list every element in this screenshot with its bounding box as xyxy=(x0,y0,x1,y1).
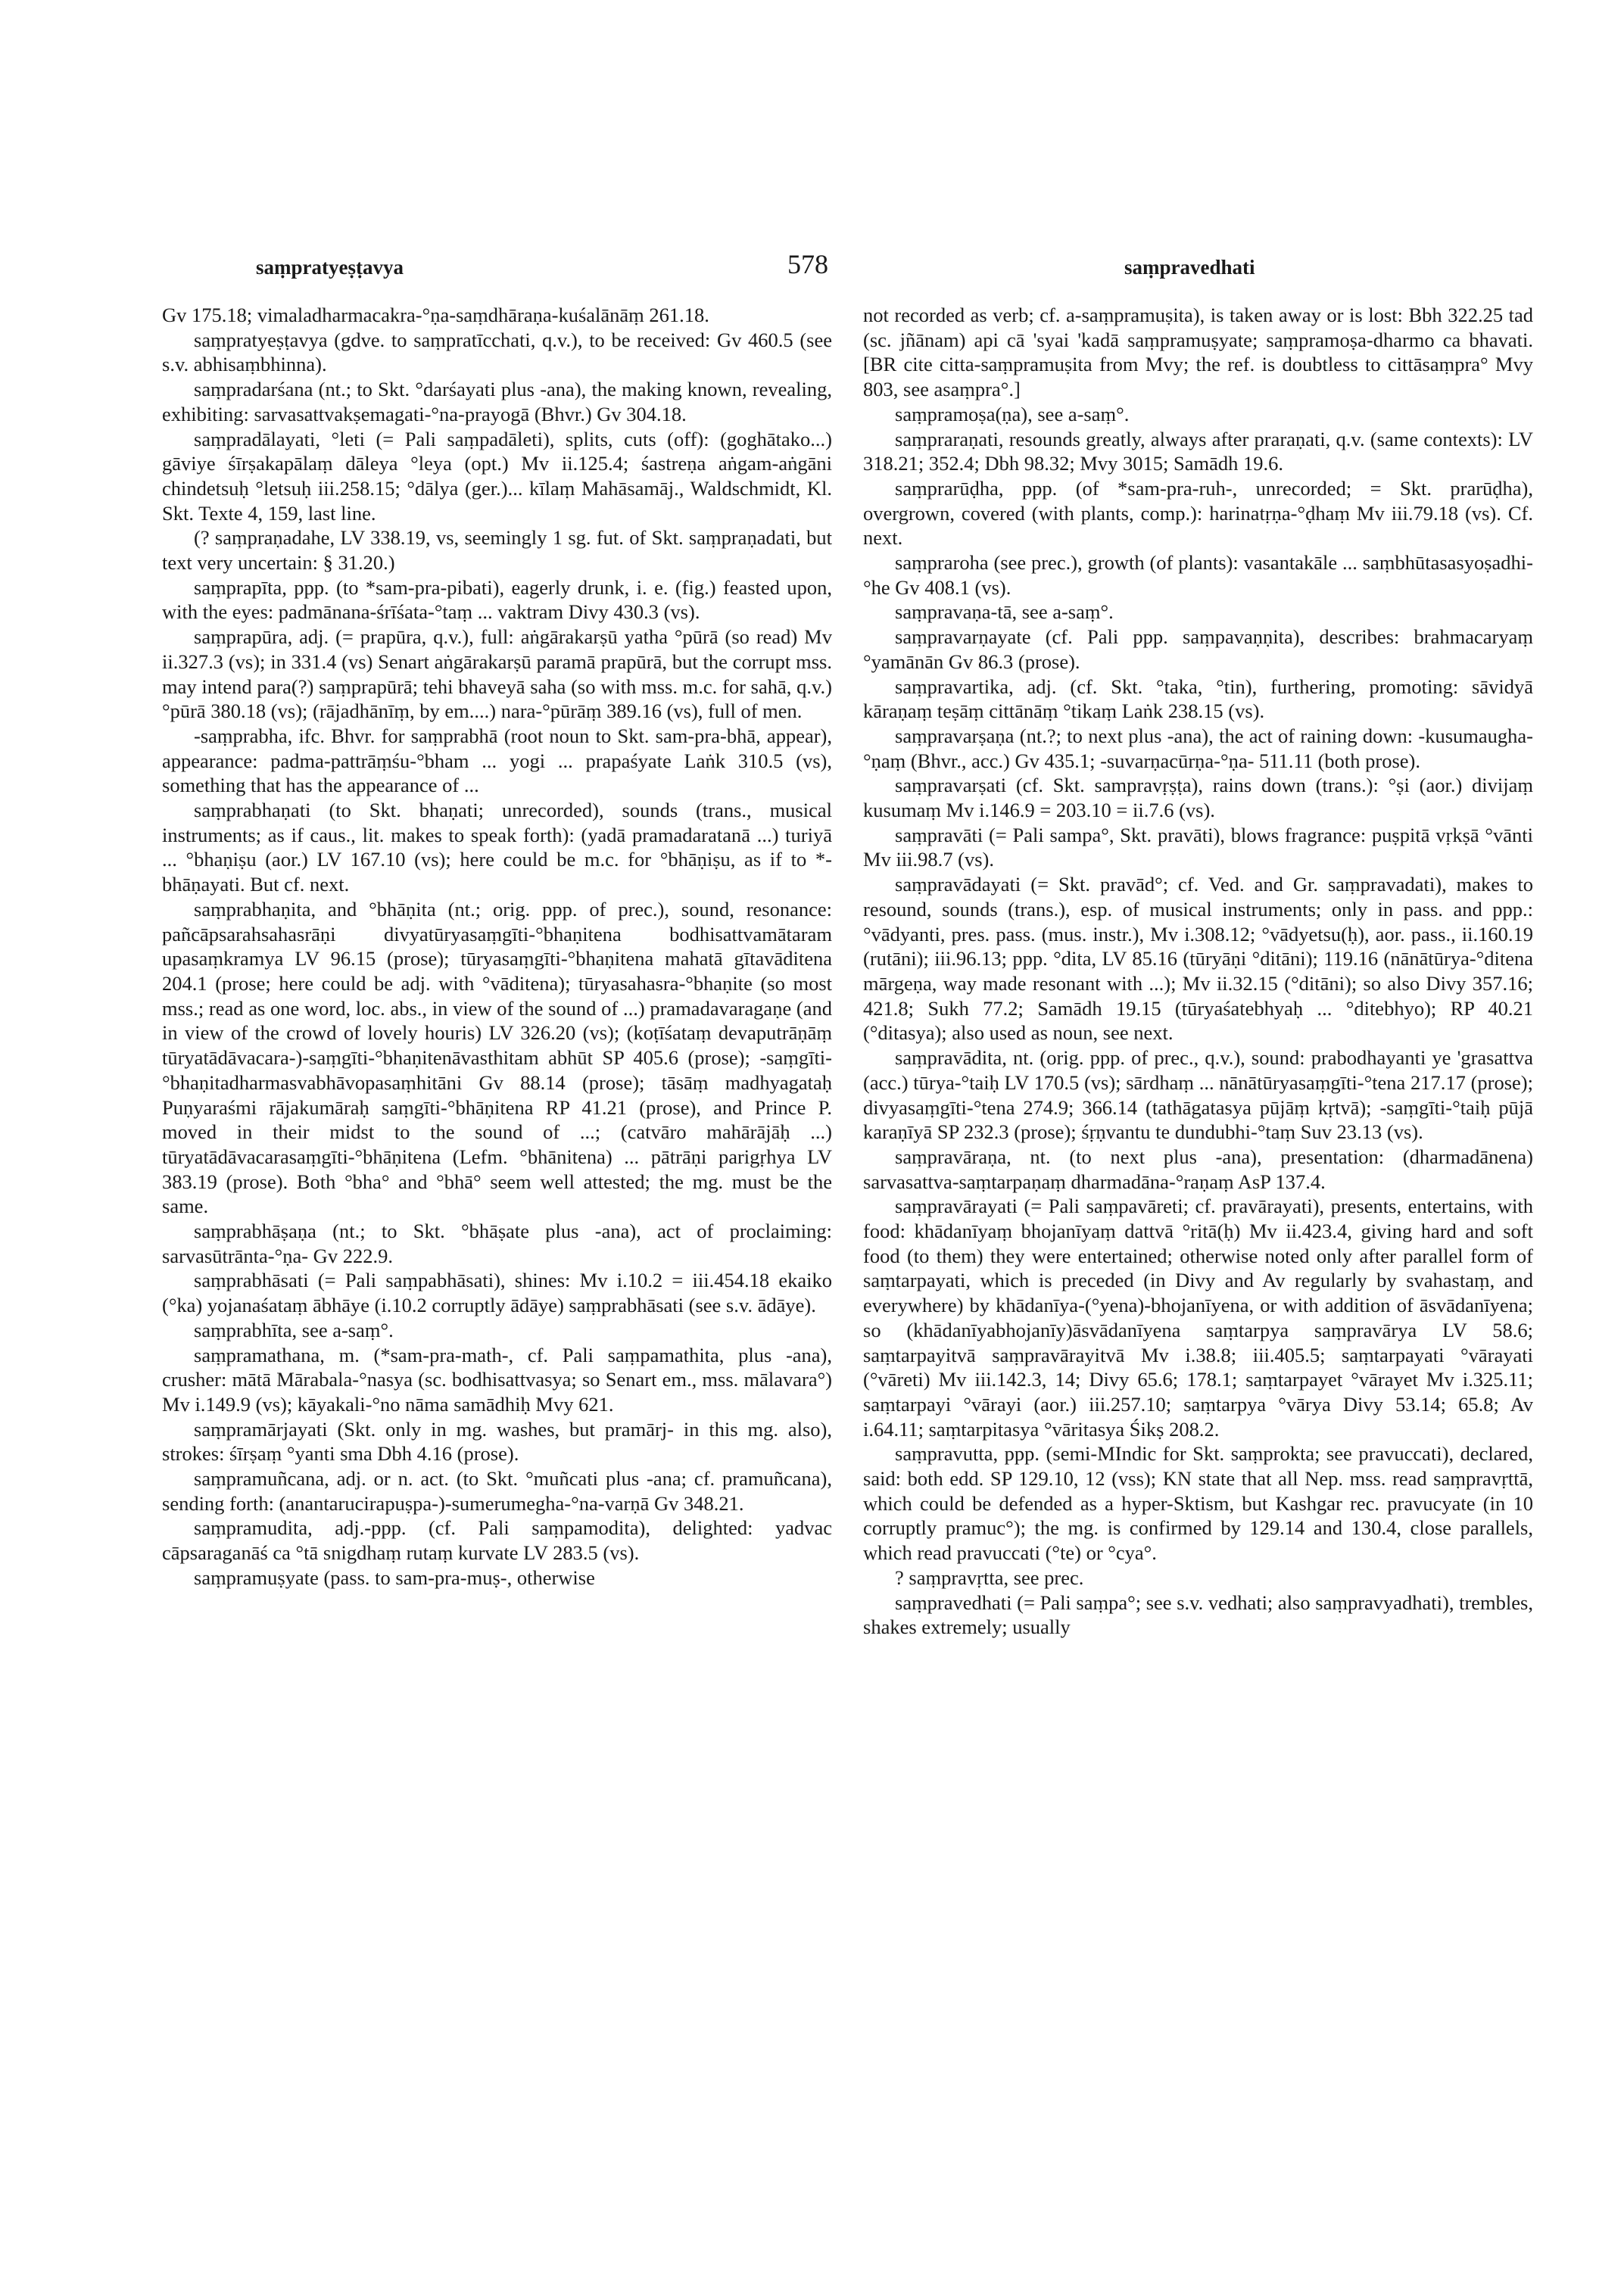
dictionary-entry: saṃpradarśana (nt.; to Skt. °darśayati plus -ana), the making known, revealing, exhibiting: sarvasattvakṣemagati-°na-prayogā (Bhvr.) Gv 304.18. xyxy=(162,378,832,425)
dictionary-entry: not recorded as verb; cf. a-saṃpramuṣita), is taken away or is lost: Bbh 322.25 tad (sc. jñānam) api cā 'syai 'kadā saṃpramuṣyate; saṃpramoṣa-dharmo ca bhavati. [BR cite citta-saṃpramuṣita from Mvy; the ref. is doubtless to cittāsaṃpra° Mvy 803, see asaṃpra°.] xyxy=(863,304,1533,401)
dictionary-entry: saṃpravārayati (= Pali saṃpavāreti; cf. pravārayati), presents, entertains, with food: khādanīyaṃ bhojanīyaṃ dattvā °ritā(ḥ) Mv ii.423.4, giving hard and soft food (to them) they were entertained; otherwise noted only after parallel form of saṃtarpayati, which is preceded (in Divy and Av regularly by svahastaṃ, and everywhere) by khādanīya-(°yena)-bhojanīyena, or with addition of āsvādanīyena; so (khādanīyabhojanīy)āsvādanīyena saṃtarpya saṃpravārya LV 58.6; saṃtarpayitvā saṃpravārayitvā Mv i.38.8; iii.405.5; saṃtarpayati °vārayati (°vāreti) Mv iii.142.3, 14; Divy 65.6; 178.1; saṃtarpayet °vārayet Mv i.325.11; saṃtarpayi °vārayi (aor.) iii.257.10; saṃtarpya °vārya Divy 53.14; 65.8; Av i.64.11; saṃtarpitasya °vāritasya Śikṣ 208.2. xyxy=(863,1195,1533,1441)
dictionary-entry: saṃpravāti (= Pali sampa°, Skt. pravāti), blows fragrance: puṣpitā vṛkṣā °vānti Mv iii.98.7 (vs). xyxy=(863,823,1533,871)
dictionary-entry: saṃpraroha (see prec.), growth (of plants): vasantakāle ... saṃbhūtasasyoṣadhi-°he Gv 408.1 (vs). xyxy=(863,551,1533,599)
running-head-right: saṃpravedhati xyxy=(1124,256,1255,279)
dictionary-entry: saṃpraraṇati, resounds greatly, always after praraṇati, q.v. (same contexts): LV 318.21; 352.4; Dbh 98.32; Mvy 3015; Samādh 19.6. xyxy=(863,427,1533,475)
dictionary-entry: saṃpravartika, adj. (cf. Skt. °taka, °tin), furthering, promoting: sāvidyā kāraṇaṃ teṣāṃ cittānāṃ °tikaṃ Laṅk 238.15 (vs). xyxy=(863,675,1533,723)
dictionary-entry: saṃprarūḍha, ppp. (of *sam-pra-ruh-, unrecorded; = Skt. prarūḍha), overgrown, covered (with plants, comp.): harinatṛṇa-°ḍhaṃ Mv iii.79.18 (vs). Cf. next. xyxy=(863,476,1533,550)
left-column xyxy=(162,303,832,2226)
dictionary-entry: saṃpramathana, m. (*sam-pra-math-, cf. Pali saṃpamathita, plus -ana), crusher: mātā Mārabala-°nasya (sc. bodhisattvasya; so Senart em., mss. mālavara°) Mv i.149.9 (vs); kāyakali-°no nāma samādhiḥ Mvy 621. xyxy=(162,1343,832,1416)
dictionary-entry: ? saṃpravṛtta, see prec. xyxy=(895,1566,1084,1589)
dictionary-entry: saṃpravutta, ppp. (semi-MIndic for Skt. saṃprokta; see pravuccati), declared, said: both edd. SP 129.10, 12 (vss); KN state that all Nep. mss. read saṃpravṛttā, which could be defended as a hyper-Sktism, but Kashgar rec. pravucyate (in 10 corruptly pramuc°); the mg. is confirmed by 129.14 and 130.4, close parallels, which read pravuccati (°te) or °cya°. xyxy=(863,1442,1533,1565)
dictionary-entry: saṃpramudita, adj.-ppp. (cf. Pali saṃpamodita), delighted: yadvac cāpsaraganāś ca °tā snigdhaṃ rutaṃ kurvate LV 283.5 (vs). xyxy=(162,1516,832,1565)
dictionary-entry: saṃprabhāṣaṇa (nt.; to Skt. °bhāṣate plus -ana), act of proclaiming: sarvasūtrānta-°ṇa- Gv 222.9. xyxy=(162,1220,832,1267)
dictionary-entry: saṃpramuñcana, adj. or n. act. (to Skt. °muñcati plus -ana; cf. pramuñcana), sending forth: (anantarucirapuṣpa-)-sumerumegha-°na-varṇā Gv 348.21. xyxy=(162,1467,832,1515)
page-number: 578 xyxy=(787,249,828,279)
dictionary-entry: saṃpramuṣyate (pass. to sam-pra-muṣ-, otherwise xyxy=(194,1566,595,1589)
dictionary-entry: saṃpravedhati (= Pali saṃpa°; see s.v. vedhati; also saṃpravyadhati), trembles, shakes extremely; usually xyxy=(863,1590,1533,1639)
dictionary-entry: saṃpramārjayati (Skt. only in mg. washes, but pramārj- in this mg. also), strokes: śīrṣaṃ °yanti sma Dbh 4.16 (prose). xyxy=(162,1417,832,1466)
dictionary-entry: saṃpradālayati, °leti (= Pali saṃpadāleti), splits, cuts (off): (goghātako...) gāviye śīrṣakapālaṃ dāleya °leya (opt.) Mv ii.125.4; śastreṇa aṅgam-aṅgāni chindetsuḥ °letsuḥ iii.258.15; °dālya (ger.)... kīlaṃ Mahāsamāj., Waldschmidt, Kl. Skt. Texte 4, 159, last line. xyxy=(162,427,832,525)
dictionary-entry: saṃprabhāsati (= Pali saṃpabhāsati), shines: Mv i.10.2 = iii.454.18 ekaiko (°ka) yojanaśataṃ ābhāye (i.10.2 corruptly ādāye) saṃprabhāsati (see s.v. ādāye). xyxy=(162,1269,832,1317)
dictionary-entry: saṃprapīta, ppp. (to *sam-pra-pibati), eagerly drunk, i. e. (fig.) feasted upon, with the eyes: padmānana-śrīśata-°taṃ ... vaktram Divy 430.3 (vs). xyxy=(162,575,832,624)
dictionary-entry: saṃprabhaṇati (to Skt. bhaṇati; unrecorded), sounds (trans., musical instruments; as if caus., lit. makes to speak forth): (yadā pramadaratanā ...) turiyā ... °bhaṇiṣu (aor.) LV 167.10 (vs); here could be m.c. for °bhāṇiṣu, as if to *-bhāṇayati. But cf. next. xyxy=(162,799,832,896)
dictionary-entry: saṃpravarṣaṇa (nt.?; to next plus -ana), the act of raining down: -kusumaugha-°ṇaṃ (Bhvr., acc.) Gv 435.1; -suvarṇacūrṇa-°ṇa- 511.11 (both prose). xyxy=(863,724,1533,772)
dictionary-entry: saṃpravaṇa-tā, see a-saṃ°. xyxy=(895,600,1114,624)
running-head-left: saṃpratyeṣṭavya xyxy=(256,256,404,279)
right-column xyxy=(863,303,1533,2226)
dictionary-entry: saṃpravarṇayate (cf. Pali ppp. saṃpavaṇṇita), describes: brahmacaryaṃ °yamānān Gv 86.3 (prose). xyxy=(863,625,1533,673)
dictionary-entry: saṃprabhaṇita, and °bhāṇita (nt.; orig. ppp. of prec.), sound, resonance: pañcāpsarahsahasrāṇi divyatūryasaṃgīti-°bhaṇitena bodhisattvamātaram upasaṃkramya LV 96.15 (prose); tūryasaṃgīti-°bhaṇitena mahatā gītavāditena 204.1 (prose; here could be adj. with °vāditena); tūryasahasra-°bhaṇite (so most mss.; read as one word, loc. abs., in view of the sound of ...) pramadavaragaṇe (and in view of the crowd of lovely houris) LV 326.20 (vs); (koṭīśataṃ devaputrāṇāṃ tūryatādāvacara-)-saṃgīti-°bhaṇitenāvasthitam abhūt SP 405.6 (prose); -saṃgīti-°bhaṇitadharmasvabhāvopasaṃhitāni Gv 88.14 (prose); tāsāṃ madhyagataḥ Puṇyaraśmi rājakumāraḥ saṃgīti-°bhāṇitena RP 41.21 (prose), and Prince P. moved in their midst to the sound of ...; (catvāro mahārājāḥ ...) tūryatādāvacarasaṃgīti-°bhāṇitena (Lefm. °bhānitena) ... pātrāṇi parigṛhya LV 383.19 (prose). Both °bha° and °bhā° seem well attested; the mg. must be the same. xyxy=(162,897,832,1218)
dictionary-entry: (? saṃpraṇadahe, LV 338.19, vs, seemingly 1 sg. fut. of Skt. saṃpraṇadati, but text very uncertain: § 31.20.) xyxy=(162,526,832,575)
dictionary-entry: saṃprabhīta, see a-saṃ°. xyxy=(194,1318,394,1341)
dictionary-entry: saṃpramoṣa(ṇa), see a-saṃ°. xyxy=(895,402,1130,425)
dictionary-entry: -saṃprabha, ifc. Bhvr. for saṃprabhā (root noun to Skt. sam-pra-bhā, appear), appearance: padma-pattrāṃśu-°bham ... yogi ... prapaśyate Laṅk 310.5 (vs), something that has the appearance of ... xyxy=(162,724,832,797)
dictionary-entry: saṃpravarṣati (cf. Skt. sampravṛṣṭa), rains down (trans.): °ṣi (aor.) divijaṃ kusumaṃ Mv i.146.9 = 203.10 = ii.7.6 (vs). xyxy=(863,774,1533,822)
dictionary-entry: saṃpravādayati (= Skt. pravād°; cf. Ved. and Gr. saṃpravadati), makes to resound, sounds (trans.), esp. of musical instruments; only in pass. and ppp.: °vādyanti, pres. pass. (mus. instr.), Mv i.308.12; °vādyetsu(ḥ), aor. pass., ii.160.19 (rutāni); iii.96.13; ppp. °dita, LV 85.16 (tūryāṇi °ditāni); 119.16 (nānātūrya-°ditena mārgeṇa, way made resonant with ...); Mv ii.32.15 (°ditāni); so also Divy 357.16; 421.8; Sukh 77.2; Samādh 19.15 (tūryaśatebhyaḥ ... °ditebhyo); RP 40.21 (°ditasya); also used as noun, see next. xyxy=(863,873,1533,1045)
dictionary-entry: saṃpravādita, nt. (orig. ppp. of prec., q.v.), sound: prabodhayanti ye 'grasattva (acc.) tūrya-°taiḥ LV 170.5 (vs); sārdhaṃ ... nānātūryasaṃgīti-°tena 217.17 (prose); divyasaṃgīti-°tena 274.9; 366.14 (tathāgatasya pūjāṃ kṛtvā); -saṃgīti-°taiḥ pūjā karaṇīyā SP 232.3 (prose); śṛṇvantu te dundubhi-°taṃ Suv 23.13 (vs). xyxy=(863,1046,1533,1144)
dictionary-entry: Gv 175.18; vimaladharmacakra-°ṇa-saṃdhāraṇa-kuśalānāṃ 261.18. xyxy=(162,304,709,326)
dictionary-entry: saṃpravāraṇa, nt. (to next plus -ana), presentation: (dharmadānena) sarvasattva-saṃtarpaṇaṃ dharmadāna-°raṇaṃ AsP 137.4. xyxy=(863,1145,1533,1193)
dictionary-entry: saṃprapūra, adj. (= prapūra, q.v.), full: aṅgārakarṣū yatha °pūrā (so read) Mv ii.327.3 (vs); in 331.4 (vs) Senart aṅgārakarṣū paramā prapūrā, but the corrupt mss. may intend para(?) saṃprapūrā; tehi bhaveyā saha (so with mss. m.c. for sahā, q.v.) °pūrā 380.18 (vs); (rājadhānīṃ, by em....) nara-°pūrāṃ 389.16 (vs), full of men. xyxy=(162,625,832,723)
dictionary-entry: saṃpratyeṣṭavya (gdve. to saṃpratīcchati, q.v.), to be received: Gv 460.5 (see s.v. abhisaṃbhinna). xyxy=(162,328,832,376)
